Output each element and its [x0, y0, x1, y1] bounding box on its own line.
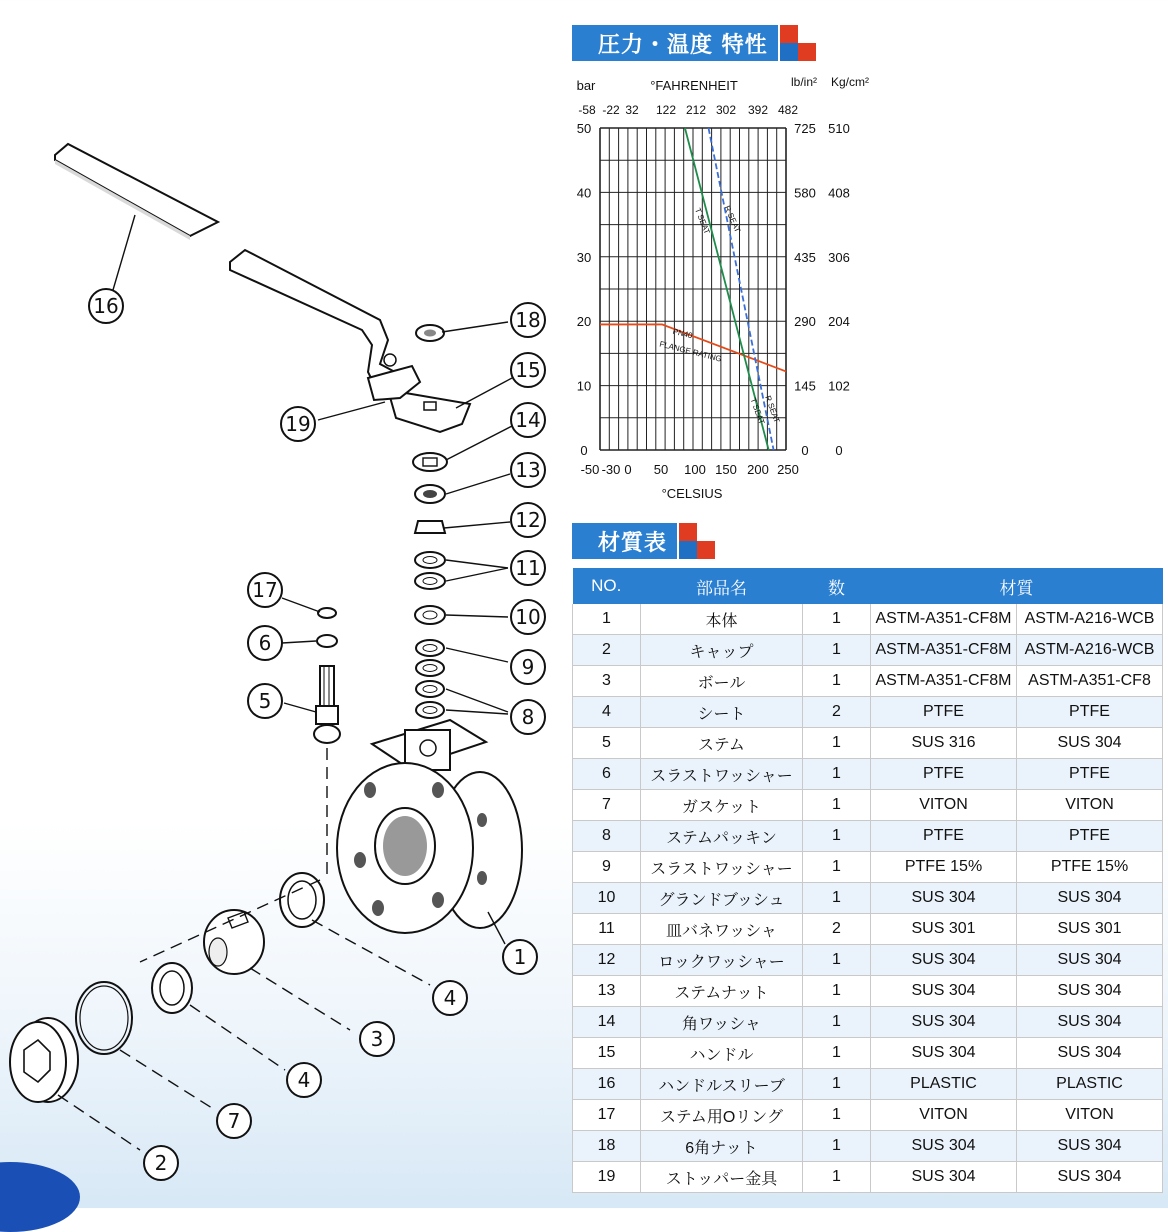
row-qty: 1	[803, 604, 871, 635]
top-tick-label: 212	[685, 103, 707, 117]
callout-10	[511, 600, 545, 634]
row-material-a: PTFE	[871, 759, 1017, 790]
row-material-a: SUS 304	[871, 945, 1017, 976]
row-material-b: SUS 304	[1017, 1007, 1163, 1038]
row-material-a: SUS 304	[871, 976, 1017, 1007]
series-annotation: T SEAT	[693, 206, 712, 236]
row-material-b: SUS 304	[1017, 945, 1163, 976]
row-qty: 1	[803, 945, 871, 976]
series-annotation: PN40	[671, 326, 694, 341]
svg-text:8: 8	[521, 705, 535, 729]
table-row	[573, 1038, 1163, 1069]
row-qty: 1	[803, 852, 871, 883]
callout-11	[511, 551, 545, 585]
row-material-a: VITON	[871, 1100, 1017, 1131]
table-row	[573, 666, 1163, 697]
row-no: 16	[573, 1069, 641, 1100]
table-row	[573, 914, 1163, 945]
row-part-name: 皿バネワッシャ	[641, 914, 803, 945]
row-qty: 1	[803, 1007, 871, 1038]
callout-16	[89, 289, 123, 323]
row-material-a: SUS 304	[871, 1007, 1017, 1038]
svg-text:4: 4	[297, 1068, 311, 1092]
pressure-temperature-chart	[572, 70, 872, 510]
table-row	[573, 728, 1163, 759]
bottom-axis-label: °CELSIUS	[661, 486, 723, 501]
table-row	[573, 1131, 1163, 1162]
table-row	[573, 604, 1163, 635]
left-tick-label: 50	[576, 121, 592, 136]
right-axis-1-label: lb/in²	[790, 75, 818, 89]
svg-text:13: 13	[515, 458, 541, 482]
row-material-b: SUS 304	[1017, 1131, 1163, 1162]
callout-4-b	[287, 1063, 321, 1097]
callout-2	[144, 1146, 178, 1180]
bottom-tick-label: -50	[580, 462, 600, 477]
row-material-b: SUS 304	[1017, 1038, 1163, 1069]
bottom-tick-label: 0	[624, 462, 632, 477]
top-tick-label: 32	[625, 103, 639, 117]
table-row	[573, 883, 1163, 914]
row-no: 19	[573, 1162, 641, 1193]
row-material-a: ASTM-A351-CF8M	[871, 666, 1017, 697]
part-ball	[204, 910, 264, 974]
row-qty: 1	[803, 976, 871, 1007]
right-tick-label: 725	[794, 121, 816, 136]
series-annotation: FLANGE RATING	[658, 339, 723, 364]
left-tick-label: 10	[576, 378, 592, 394]
callout-17	[248, 573, 282, 607]
row-part-name: 本体	[641, 604, 803, 635]
row-material-a: SUS 301	[871, 914, 1017, 945]
right-tick-label: 145	[794, 378, 816, 394]
top-axis-label: °FAHRENHEIT	[650, 78, 738, 93]
svg-text:11: 11	[515, 556, 541, 580]
callout-3	[360, 1022, 394, 1056]
row-no: 2	[573, 635, 641, 666]
row-material-b: VITON	[1017, 1100, 1163, 1131]
row-part-name: 角ワッシャ	[641, 1007, 803, 1038]
row-part-name: ステム用Oリング	[641, 1100, 803, 1131]
top-tick-label: -58	[578, 103, 596, 117]
callout-14	[511, 403, 545, 437]
part-body	[337, 720, 522, 933]
series-annotation: R SEAT	[722, 204, 743, 234]
header-no: NO.	[573, 568, 641, 604]
row-no: 8	[573, 821, 641, 852]
row-material-b: SUS 304	[1017, 883, 1163, 914]
part-gasket	[76, 982, 132, 1054]
row-no: 9	[573, 852, 641, 883]
table-row	[573, 1069, 1163, 1100]
row-no: 15	[573, 1038, 641, 1069]
row-qty: 1	[803, 883, 871, 914]
table-row	[573, 697, 1163, 728]
row-no: 10	[573, 883, 641, 914]
callout-5	[248, 684, 282, 718]
row-qty: 1	[803, 666, 871, 697]
table-row	[573, 790, 1163, 821]
row-material-b: ASTM-A216-WCB	[1017, 635, 1163, 666]
exploded-valve-diagram	[0, 0, 570, 1208]
row-material-a: ASTM-A351-CF8M	[871, 635, 1017, 666]
bottom-tick-label: 100	[684, 462, 706, 477]
top-tick-label: 482	[777, 103, 799, 117]
bottom-tick-label: 250	[777, 462, 799, 477]
callout-18	[511, 303, 545, 337]
table-row	[573, 976, 1163, 1007]
row-no: 12	[573, 945, 641, 976]
row-part-name: ステムパッキン	[641, 821, 803, 852]
table-row	[573, 759, 1163, 790]
right-tick-label: 290	[794, 314, 816, 330]
section-header-pressure-temperature	[572, 25, 822, 61]
row-part-name: ボール	[641, 666, 803, 697]
row-material-b: PLASTIC	[1017, 1069, 1163, 1100]
header-part-name: 部品名	[641, 568, 803, 604]
row-qty: 1	[803, 790, 871, 821]
svg-text:19: 19	[285, 412, 311, 436]
callout-7	[217, 1104, 251, 1138]
row-qty: 1	[803, 1069, 871, 1100]
row-material-b: SUS 304	[1017, 1162, 1163, 1193]
row-part-name: 6角ナット	[641, 1131, 803, 1162]
row-qty: 1	[803, 759, 871, 790]
right-tick-label: 102	[828, 378, 850, 394]
top-tick-label: 302	[715, 103, 737, 117]
svg-text:3: 3	[370, 1027, 384, 1051]
row-no: 13	[573, 976, 641, 1007]
svg-text:6: 6	[258, 631, 272, 655]
left-tick-label: 0	[580, 443, 588, 458]
table-header-row	[573, 568, 1163, 604]
section-title: 圧力・温度 特性	[572, 25, 778, 61]
top-tick-label: 122	[655, 103, 677, 117]
callout-9	[511, 650, 545, 684]
row-material-a: SUS 304	[871, 883, 1017, 914]
callout-1	[503, 940, 537, 974]
row-material-a: ASTM-A351-CF8M	[871, 604, 1017, 635]
right-axis-2-label: Kg/cm²	[830, 75, 870, 89]
bottom-tick-label: -30	[601, 462, 621, 477]
left-tick-label: 30	[576, 249, 592, 265]
row-part-name: ストッパー金具	[641, 1162, 803, 1193]
row-part-name: ガスケット	[641, 790, 803, 821]
section-title: 材質表	[572, 523, 677, 559]
row-qty: 1	[803, 1162, 871, 1193]
callout-6	[248, 626, 282, 660]
row-part-name: キャップ	[641, 635, 803, 666]
row-part-name: ステム	[641, 728, 803, 759]
row-part-name: ハンドルスリーブ	[641, 1069, 803, 1100]
row-material-a: SUS 316	[871, 728, 1017, 759]
row-part-name: シート	[641, 697, 803, 728]
section-header-materials	[572, 523, 721, 559]
right-tick-label: 408	[828, 185, 850, 201]
table-row	[573, 945, 1163, 976]
row-material-b: PTFE	[1017, 759, 1163, 790]
table-row	[573, 852, 1163, 883]
svg-text:4: 4	[443, 986, 457, 1010]
row-qty: 2	[803, 697, 871, 728]
table-row	[573, 1007, 1163, 1038]
callout-4-a	[433, 981, 467, 1015]
row-qty: 1	[803, 728, 871, 759]
top-tick-label: 392	[747, 103, 769, 117]
top-tick-label: -22	[602, 103, 620, 117]
left-tick-label: 40	[576, 185, 592, 201]
color-squares	[778, 25, 822, 61]
header-material: 材質	[871, 568, 1163, 604]
bottom-tick-label: 200	[747, 462, 769, 477]
part-stem-group	[314, 608, 340, 880]
row-no: 11	[573, 914, 641, 945]
row-no: 14	[573, 1007, 641, 1038]
row-no: 1	[573, 604, 641, 635]
svg-text:5: 5	[258, 689, 272, 713]
row-no: 3	[573, 666, 641, 697]
bottom-tick-label: 50	[653, 462, 669, 477]
svg-text:17: 17	[252, 578, 278, 602]
row-no: 5	[573, 728, 641, 759]
right-tick-label: 435	[794, 249, 816, 265]
right-tick-label: 204	[828, 314, 850, 330]
bottom-tick-label: 150	[715, 462, 737, 477]
row-no: 6	[573, 759, 641, 790]
svg-text:14: 14	[515, 408, 541, 432]
part-seat-2	[152, 963, 192, 1013]
svg-text:15: 15	[515, 358, 541, 382]
row-no: 17	[573, 1100, 641, 1131]
row-material-a: SUS 304	[871, 1131, 1017, 1162]
svg-text:1: 1	[513, 945, 527, 969]
row-part-name: ロックワッシャー	[641, 945, 803, 976]
callout-19	[281, 407, 315, 441]
row-material-b: ASTM-A216-WCB	[1017, 604, 1163, 635]
row-no: 18	[573, 1131, 641, 1162]
right-tick-label: 306	[828, 249, 850, 265]
row-material-b: PTFE 15%	[1017, 852, 1163, 883]
row-part-name: ステムナット	[641, 976, 803, 1007]
row-qty: 1	[803, 821, 871, 852]
series-annotation: R SEAT	[763, 394, 782, 424]
table-row	[573, 1100, 1163, 1131]
row-material-b: PTFE	[1017, 821, 1163, 852]
right-tick-label: 0	[801, 443, 809, 458]
left-axis-label: bar	[576, 78, 596, 93]
header-qty: 数	[803, 568, 871, 604]
row-qty: 2	[803, 914, 871, 945]
row-material-b: SUS 304	[1017, 728, 1163, 759]
right-tick-label: 0	[835, 443, 843, 458]
svg-text:16: 16	[93, 294, 119, 318]
row-part-name: スラストワッシャー	[641, 852, 803, 883]
row-material-b: ASTM-A351-CF8	[1017, 666, 1163, 697]
part-cap	[10, 1018, 78, 1102]
row-material-a: PTFE 15%	[871, 852, 1017, 883]
color-squares	[677, 523, 721, 559]
right-tick-label: 510	[828, 121, 850, 136]
row-material-a: VITON	[871, 790, 1017, 821]
row-material-a: SUS 304	[871, 1162, 1017, 1193]
row-material-b: SUS 304	[1017, 976, 1163, 1007]
row-qty: 1	[803, 1038, 871, 1069]
row-no: 7	[573, 790, 641, 821]
row-part-name: スラストワッシャー	[641, 759, 803, 790]
right-tick-label: 580	[794, 185, 816, 201]
materials-table	[572, 568, 1163, 1193]
table-row	[573, 635, 1163, 666]
row-qty: 1	[803, 1100, 871, 1131]
svg-text:12: 12	[515, 508, 541, 532]
callout-13	[511, 453, 545, 487]
row-qty: 1	[803, 1131, 871, 1162]
row-part-name: グランドブッシュ	[641, 883, 803, 914]
row-part-name: ハンドル	[641, 1038, 803, 1069]
row-material-a: PTFE	[871, 821, 1017, 852]
svg-text:7: 7	[227, 1109, 241, 1133]
row-material-b: PTFE	[1017, 697, 1163, 728]
series-annotation: T SEAT	[748, 396, 767, 426]
callout-15	[511, 353, 545, 387]
row-material-b: SUS 301	[1017, 914, 1163, 945]
table-row	[573, 1162, 1163, 1193]
row-material-a: SUS 304	[871, 1038, 1017, 1069]
row-material-b: VITON	[1017, 790, 1163, 821]
row-no: 4	[573, 697, 641, 728]
callout-12	[511, 503, 545, 537]
row-material-a: PLASTIC	[871, 1069, 1017, 1100]
svg-text:10: 10	[515, 605, 541, 629]
svg-text:9: 9	[521, 655, 535, 679]
svg-text:2: 2	[154, 1151, 168, 1175]
table-row	[573, 821, 1163, 852]
row-qty: 1	[803, 635, 871, 666]
part-handle-sleeve	[55, 144, 218, 240]
callout-8	[511, 700, 545, 734]
svg-text:18: 18	[515, 308, 541, 332]
row-material-a: PTFE	[871, 697, 1017, 728]
left-tick-label: 20	[576, 314, 592, 330]
